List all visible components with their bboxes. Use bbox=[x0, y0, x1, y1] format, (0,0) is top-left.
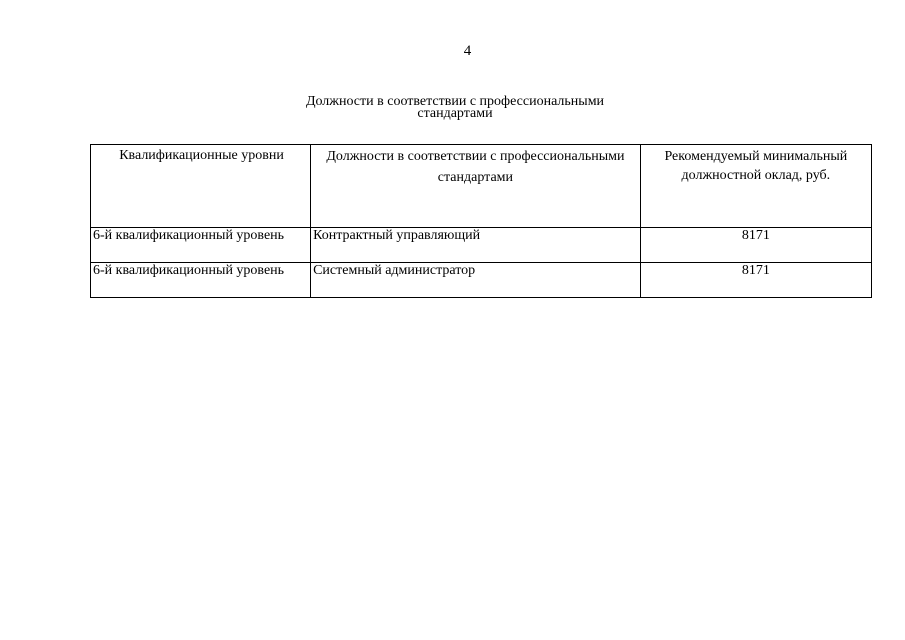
page-number: 4 bbox=[463, 43, 472, 59]
header-min-salary: Рекомендуемый минимальный должностной оклад, руб. bbox=[640, 145, 871, 228]
table-row bbox=[91, 263, 872, 298]
table-header-row bbox=[91, 145, 872, 228]
cell-position: Контрактный управляющий bbox=[311, 228, 641, 263]
cell-qualification-level: 6-й квалификационный уровень bbox=[91, 263, 311, 298]
cell-qualification-level: 6-й квалификационный уровень bbox=[91, 228, 311, 263]
cell-position: Системный администратор bbox=[311, 263, 641, 298]
salary-table bbox=[90, 144, 872, 298]
header-qualification-levels: Квалификационные уровни bbox=[91, 145, 311, 228]
cell-salary: 8171 bbox=[640, 228, 871, 263]
document-title-line-2: стандартами bbox=[417, 106, 493, 121]
document-title bbox=[0, 96, 905, 120]
document-title-line-1: Должности в соответствии с профессиональными bbox=[305, 94, 605, 109]
cell-salary: 8171 bbox=[640, 263, 871, 298]
table-row bbox=[91, 228, 872, 263]
header-positions: Должности в соответствии с профессиональными стандартами bbox=[311, 145, 641, 228]
